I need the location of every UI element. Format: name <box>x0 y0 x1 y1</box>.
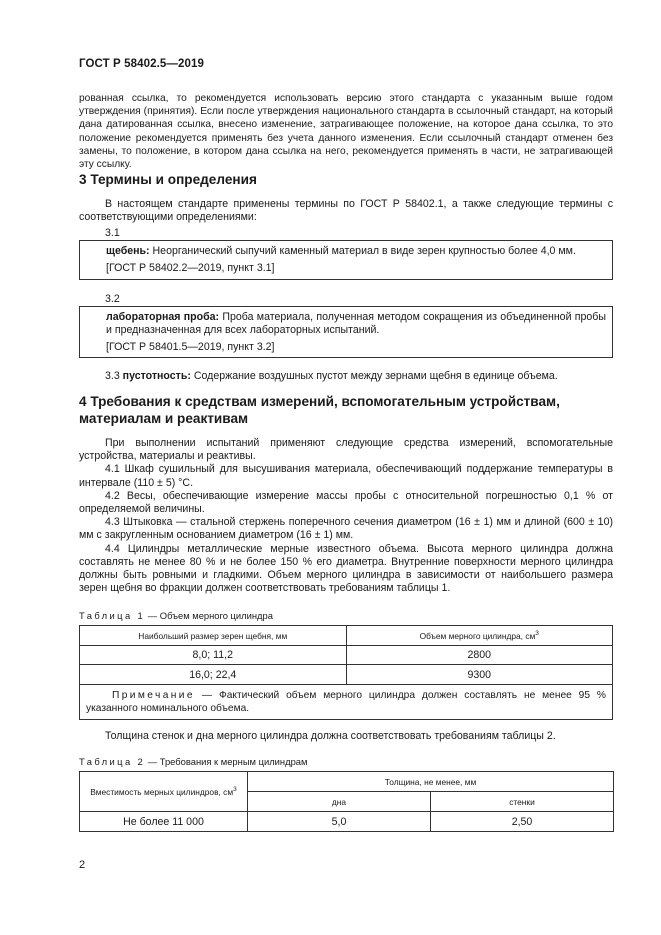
section-4 <box>79 394 613 595</box>
section-3 <box>79 172 613 384</box>
table-row <box>80 812 614 832</box>
clause-4-2: 4.2 Весы, обеспечивающие измерение массы пробы с относительной погрешностью 0,1 % от определяемой величины. <box>79 489 613 516</box>
term-3-2-definition: Проба материала, полученная методом сокращения из объединенной пробы и предназначенная для всех лабораторных испытаний. <box>106 310 606 336</box>
table-1-cell-volume: 2800 <box>346 646 613 665</box>
section-3-intro: В настоящем стандарте применены термины по ГОСТ Р 58402.1, а также следующие термины с соответствующими определениями: <box>79 197 613 223</box>
term-3-2-reference: [ГОСТ Р 58401.5—2019, пункт 3.2] <box>106 341 275 354</box>
table-2-block <box>79 756 613 832</box>
term-3-2-number: 3.2 <box>105 292 120 305</box>
section-4-intro: При выполнении испытаний применяют следующие средства измерений, вспомогательные устройства, материалы и реактивы. <box>79 437 613 463</box>
term-3-3-definition: Содержание воздушных пустот между зернами щебня в единице объема. <box>190 370 558 383</box>
table-1-cell-size: 16,0; 22,4 <box>80 665 347 685</box>
intro-paragraph <box>79 92 613 171</box>
term-3-1-definition: Неорганический сыпучий каменный материал в виде зерен крупностью более 4,0 мм. <box>149 245 576 258</box>
page-number: 2 <box>79 859 86 871</box>
table-row <box>80 646 613 665</box>
term-3-2-term: лабораторная проба: <box>106 310 220 323</box>
table-1-note: Примечание — Фактический объем мерного цилиндра должен составлять не менее 95 % указанного номинального объема. <box>80 685 613 720</box>
between-tables-text: Толщина стенок и дна мерного цилиндра должна соответствовать требованиям таблицы 2. <box>105 730 556 742</box>
term-3-3: 3.3 пустотность: Содержание воздушных пустот между зернами щебня в единице объема. <box>105 370 558 383</box>
table-2-header-bottom: дна <box>248 792 431 812</box>
table-1-block <box>79 610 613 720</box>
table-1 <box>79 625 613 720</box>
table-row <box>80 665 613 685</box>
table-1-cell-size: 8,0; 11,2 <box>80 646 347 665</box>
term-3-2-box <box>79 306 613 359</box>
term-3-3-term: пустотность: <box>122 370 191 383</box>
document-header: ГОСТ Р 58402.5—2019 <box>79 58 204 70</box>
intro-text: рованная ссылка, то рекомендуется использовать версию этого стандарта с указанным выше годом утверждения (принятия). Если после утверждения национального стандарта в ссылочный стандарт, на который дана датированная ссылка, внесено изменение, затрагивающее положение, на которое дана ссылка, то это положение рекомендуется применять без учета данного изменения. Если ссылочный стандарт отменен без замены, то положение, в котором дана ссылка на него, рекомендуется применять в части, не затрагивающей эту ссылку. <box>79 93 613 171</box>
term-3-1-number: 3.1 <box>105 226 120 239</box>
table-2-header-thickness: Толщина, не менее, мм <box>248 772 614 792</box>
section-4-title: 4 Требования к средствам измерений, вспомогательным устройствам, материалам и реактивам <box>79 394 560 426</box>
term-3-1-term: щебень: <box>106 245 150 258</box>
table-1-cell-volume: 9300 <box>346 665 613 685</box>
table-2-cell-bottom: 5,0 <box>248 812 431 832</box>
between-tables <box>79 730 613 743</box>
table-1-caption: Таблица 1 — Объем мерного цилиндра <box>79 610 273 621</box>
table-2-cell-capacity: Не более 11 000 <box>80 812 248 832</box>
table-2-caption: Таблица 2 — Требования к мерным цилиндрам <box>79 756 308 767</box>
table-2-header-capacity: Вместимость мерных цилиндров, $см^3$ <box>80 772 248 812</box>
table-2-header-wall: стенки <box>431 792 614 812</box>
clause-4-3: 4.3 Штыковка — стальной стержень поперечного сечения диаметром (16 ± 1) мм и длиной (600 ± 10) мм с закругленным основанием диаметром (16 ± 1) мм. <box>79 516 613 542</box>
table-2 <box>79 771 614 832</box>
term-3-1-box <box>79 240 613 279</box>
clause-4-4: 4.4 Цилиндры металлические мерные известного объема. Высота мерного цилиндра должна составлять не менее 80 % и не более 150 % его диаметра. Внутренние поверхности мерного цилиндра должны быть ровными и гладкими. Объем мерного цилиндра в зависимости от наибольшего размера зерен щебня во фракции должен соответствовать требованиям таблицы 1. <box>79 542 613 595</box>
section-3-title: 3 Термины и определения <box>79 172 257 187</box>
table-1-header-volume: Объем мерного цилиндра, $см^3$ <box>346 626 613 646</box>
term-3-1-reference: [ГОСТ Р 58402.2—2019, пункт 3.1] <box>106 262 275 275</box>
table-2-cell-wall: 2,50 <box>431 812 614 832</box>
table-1-header-size: Наибольший размер зерен щебня, мм <box>80 626 347 646</box>
clause-4-1: 4.1 Шкаф сушильный для высушивания материала, обеспечивающий поддержание температуры в интервале (110 ± 5) °С. <box>79 463 613 489</box>
